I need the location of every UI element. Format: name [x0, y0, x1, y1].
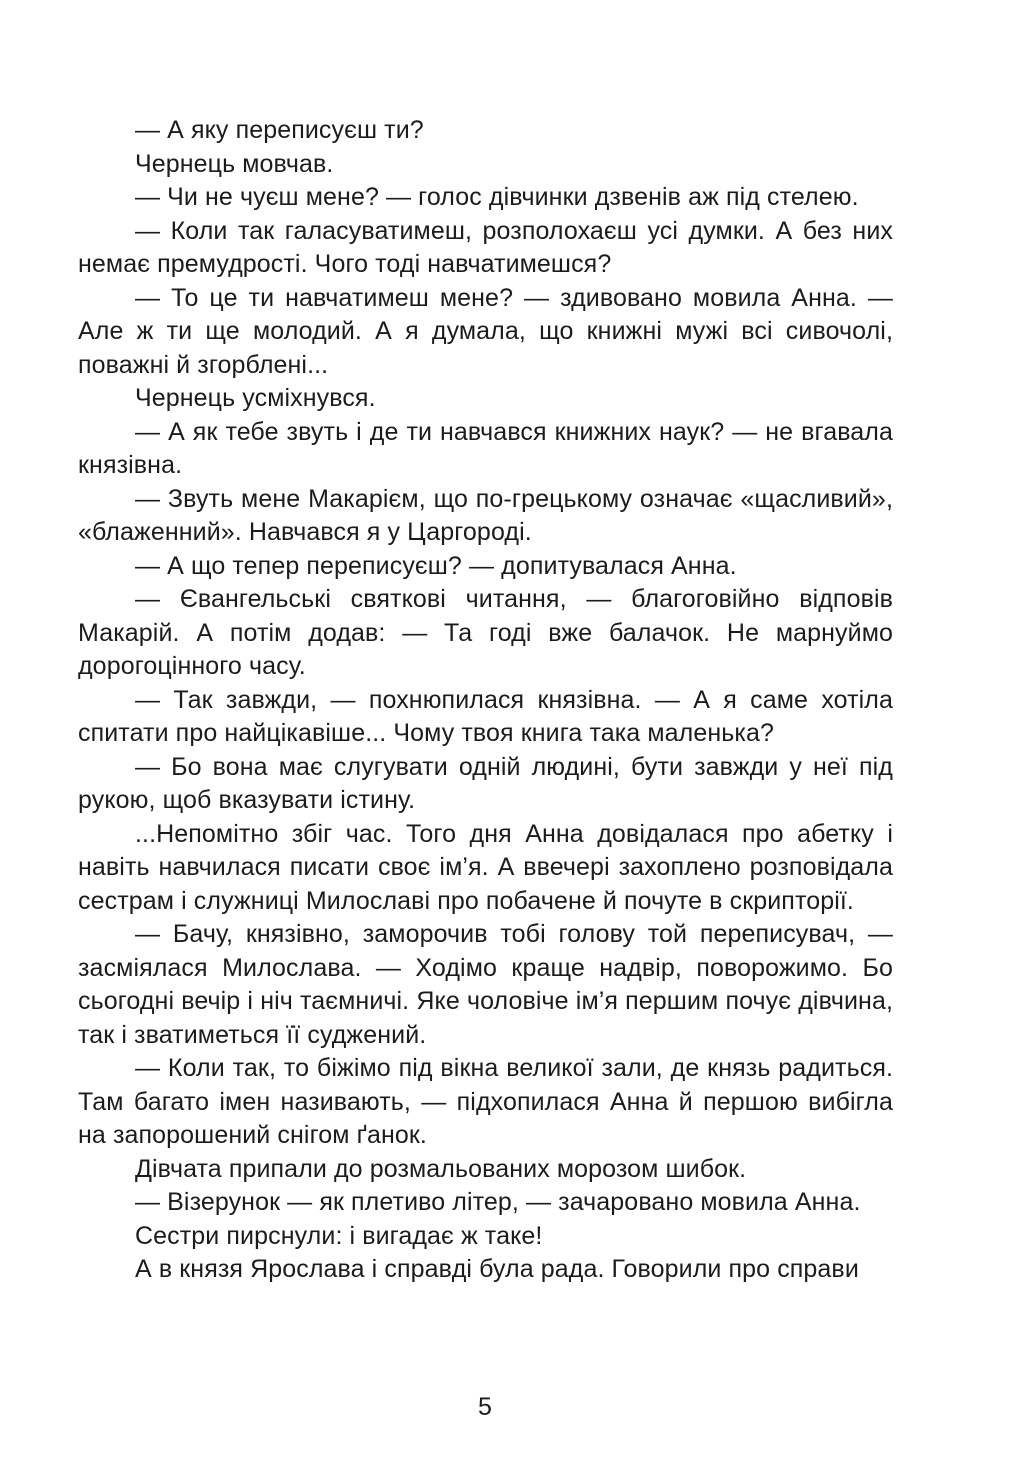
paragraph: — Звуть мене Макарієм, що по-грецькому означає «щасливий», «блаженний». Навчався я у Царгороді.: [78, 484, 893, 546]
paragraph: ...Непомітно збіг час. Того дня Анна довідалася про абетку і навіть навчилася писати своє ім’я. А ввечері захоплено розповідала сестрам і служниці Милославі про побачене й почуте в скрипторії.: [78, 819, 893, 915]
paragraph: А в князя Ярослава і справді була рада. Говорили про справи: [135, 1255, 859, 1283]
paragraph: — Бо вона має слугувати одній людині, бути завжди у неї під рукою, щоб вказувати істину.: [78, 752, 893, 814]
paragraph: — А що тепер переписуєш? — допитувалася Анна.: [135, 551, 737, 580]
paragraph: Чернець усміхнувся.: [135, 384, 376, 412]
paragraph: — Так завжди, — похнюпилася князівна. — А я саме хотіла спитати про найцікавіше... Чому твоя книга така маленька?: [78, 685, 893, 747]
paragraph: — То це ти навчатимеш мене? — здивовано мовила Анна. — Але ж ти ще молодий. А я думала, що книжні мужі всі сивочолі, поважні й згорблені...: [78, 283, 893, 379]
paragraph: Дівчата припали до розмальованих морозом шибок.: [135, 1154, 747, 1183]
paragraph: — Євангельські святкові читання, — благоговійно відповів Макарій. А потім додав: — Та годі вже балачок. Не марнуймо дорогоцінного часу.: [78, 585, 893, 680]
paragraph: — Коли так галасуватимеш, розполохаєш усі думки. А без них немає премудрості. Чого тоді навчатимешся?: [78, 216, 893, 278]
paragraph: Чернець мовчав.: [135, 149, 334, 178]
page-number: 5: [478, 1393, 492, 1421]
paragraph: — А як тебе звуть і де ти навчався книжних наук? — не вгавала князівна.: [78, 417, 893, 479]
paragraph: — Бачу, князівно, заморочив тобі голову той переписувач, — засміялася Милослава. — Ходімо краще надвір, поворожимо. Бо сьогодні вечір і ніч таємничі. Яке чоловіче ім’я першим почує дівчина, так і зватиметься її суджений.: [78, 920, 893, 1049]
paragraph: — Коли так, то біжімо під вікна великої зали, де князь радиться. Там багато імен називають, — підхопилася Анна й першою вибігла на запорошений снігом ґанок.: [78, 1054, 893, 1149]
paragraph: — Чи не чуєш мене? — голос дівчинки дзвенів аж під стелею.: [135, 183, 859, 211]
paragraph: — А яку переписуєш ти?: [135, 116, 424, 144]
paragraph: Сестри пирснули: і вигадає ж таке!: [135, 1221, 543, 1250]
paragraph: — Візерунок — як плетиво літер, — зачаровано мовила Анна.: [135, 1188, 861, 1216]
page-body: [78, 114, 893, 1287]
